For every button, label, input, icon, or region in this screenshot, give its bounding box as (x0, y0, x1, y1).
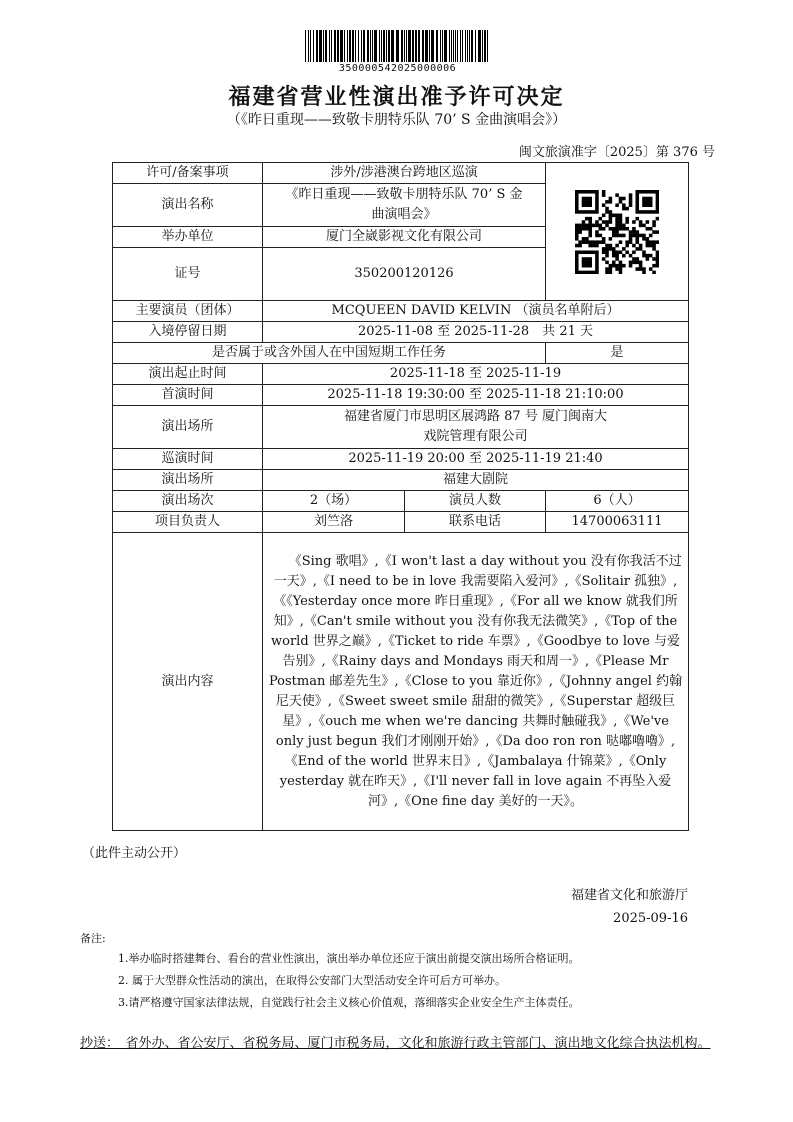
tour-time-value: 2025-11-19 20:00 至 2025-11-19 21:40 (263, 449, 689, 470)
show-name-label: 演出名称 (113, 184, 263, 227)
content-value: 《Sing 歌唱》,《I won't last a day without you 没有你我活不过一天》,《I need to be in love 我需要陷入爱河》,《Solitair 孤独》,《《Yesterday once more 昨日重现》,《For all we know 就我们所知》,《Can't smile without you 没有你我无法微笑》,《Top of the world 世界之巅》,《Ticket to ride 车票》,《Goodbye to love 与爱告别》,《Rainy days and Mondays 雨天和周一》,《Please Mr Postman 邮差先生》,《Close to you 靠近你》,《Johnny angel 约翰尼天使》,《Sweet sweet smile 甜甜的微笑》,《Superstar 超级巨星》,《ouch me when we're dancing 共舞时触碰我》,《We've only just begun 我们才刚刚开始》,《Da doo ron ron 哒嘟嚕嚕》,《End of the world 世界末日》,《Jambalaya 什锦菜》,《Only yesterday 就在昨天》,《I'll never fall in love again 不再坠入爱河》,《One fine day 美好的一天》。 (263, 533, 689, 831)
license-label: 证号 (113, 248, 263, 301)
cc-list: 抄送： 省外办、省公安厅、省税务局、厦门市税务局，文化和旅游行政主管部门、演出地文化综合执法机构。 (80, 1036, 711, 1051)
content-label: 演出内容 (113, 533, 263, 831)
remark-item: 2. 属于大型群众性活动的演出，在取得公安部门大型活动安全许可后方可举办。 (118, 974, 506, 987)
actors-value: 6（人） (546, 491, 689, 512)
organizer-label: 举办单位 (113, 227, 263, 248)
document-title: 福建省营业性演出准予许可决定 (228, 84, 565, 110)
first-time-value: 2025-11-18 19:30:00 至 2025-11-18 21:10:00 (263, 385, 689, 406)
phone-label: 联系电话 (405, 512, 546, 533)
qr-cell (546, 163, 689, 301)
remark-item: 1.举办临时搭建舞台、看台的营业性演出，演出举办单位还应于演出前提交演出场所合格证明。 (118, 952, 580, 965)
sessions-value: 2（场） (263, 491, 405, 512)
stay-label: 入境停留日期 (113, 322, 263, 343)
period-label: 演出起止时间 (113, 364, 263, 385)
remarks-title: 备注: (80, 932, 106, 945)
venue2-label: 演出场所 (113, 470, 263, 491)
permit-table (112, 162, 689, 831)
barcode-image (303, 30, 493, 62)
authority-block (571, 884, 688, 930)
permit-value: 涉外/涉港澳台跨地区巡演 (263, 163, 546, 184)
short-term-label: 是否属于或含外国人在中国短期工作任务 (113, 343, 546, 364)
performer-label: 主要演员（团体） (113, 301, 263, 322)
first-time-label: 首演时间 (113, 385, 263, 406)
public-notice: （此件主动公开） (82, 846, 187, 861)
document-subtitle: （《昨日重现——致敬卡朋特乐队 70’ S 金曲演唱会》） (226, 112, 567, 128)
manager-value: 刘竺洛 (263, 512, 405, 533)
remarks-list (118, 948, 580, 1014)
venue2-value: 福建大剧院 (263, 470, 689, 491)
tour-time-label: 巡演时间 (113, 449, 263, 470)
actors-label: 演员人数 (405, 491, 546, 512)
phone-value: 14700063111 (546, 512, 689, 533)
short-term-value: 是 (546, 343, 689, 364)
qr-code (575, 190, 659, 274)
license-value: 350200120126 (263, 248, 546, 301)
period-value: 2025-11-18 至 2025-11-19 (263, 364, 689, 385)
remark-item: 3.请严格遵守国家法律法规，自觉践行社会主义核心价值观，落细落实企业安全生产主体责任。 (118, 996, 580, 1009)
venue1-label: 演出场所 (113, 406, 263, 449)
stay-value: 2025-11-08 至 2025-11-28 共 21 天 (263, 322, 689, 343)
manager-label: 项目负责人 (113, 512, 263, 533)
show-name-value: 《昨日重现——致敬卡朋特乐队 70’ S 金曲演唱会》 (263, 184, 546, 227)
barcode-number: 350000542025000006 (338, 63, 457, 74)
performer-value: MCQUEEN DAVID KELVIN （演员名单附后） (263, 301, 689, 322)
sessions-label: 演出场次 (113, 491, 263, 512)
barcode (300, 30, 495, 74)
document-number: 闽文旅演准字〔2025〕第 376 号 (518, 145, 715, 160)
issue-date: 2025-09-16 (613, 911, 688, 926)
organizer-value: 厦门全崴影视文化有限公司 (263, 227, 546, 248)
venue1-value: 福建省厦门市思明区展鸿路 87 号 厦门闽南大戏院管理有限公司 (263, 406, 689, 449)
permit-label: 许可/备案事项 (113, 163, 263, 184)
authority-name: 福建省文化和旅游厅 (570, 888, 688, 903)
